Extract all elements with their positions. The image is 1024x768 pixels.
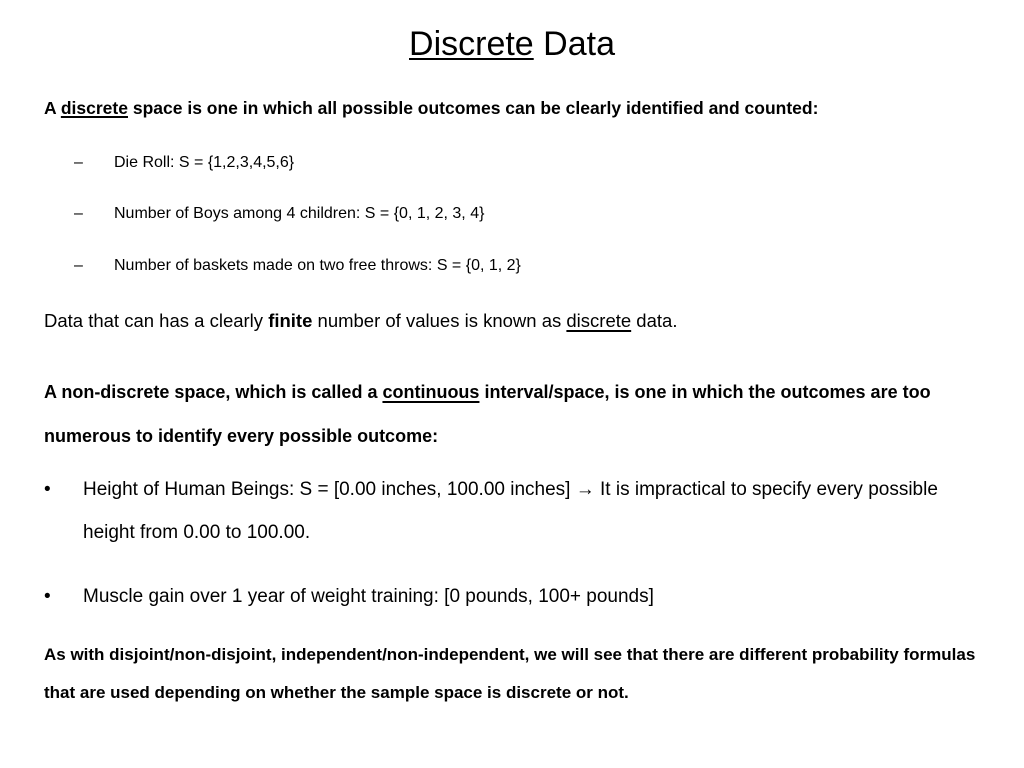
continuous-prefix: A non-discrete space, which is called a (44, 382, 383, 402)
intro-prefix: A (44, 98, 61, 118)
dash-marker: – (74, 257, 83, 274)
intro-suffix: space is one in which all possible outcomes can be clearly identified and counted: (127, 98, 819, 118)
example-item (74, 152, 294, 174)
right-arrow-icon: → (575, 479, 595, 500)
bullet-marker: • (44, 479, 51, 500)
intro-discrete-word: discrete (60, 98, 128, 118)
finite-part1: Data that can has a clearly (44, 310, 269, 331)
height-part1: Height of Human Beings: S = [0.00 inches, 100.00 inches] (83, 479, 576, 500)
finite-discrete-word: discrete (566, 310, 632, 331)
continuous-suffix: interval/space, is one in which the outcomes are too numerous to identify every possible outcome: (44, 382, 931, 446)
finite-part2: number of values is known as (312, 310, 567, 331)
bullet-muscle (44, 575, 984, 618)
example-item (74, 255, 521, 277)
continuous-word: continuous (382, 382, 480, 402)
example-text: Number of Boys among 4 children: S = {0, 1, 2, 3, 4} (114, 205, 485, 222)
example-text: Number of baskets made on two free throws: S = {0, 1, 2} (114, 257, 521, 274)
closing-paragraph: As with disjoint/non-disjoint, independent/non-independent, we will see that there are different probability formulas that are used depending on whether the sample space is discrete or not. (44, 645, 976, 702)
finite-part3: data. (631, 310, 678, 331)
dash-marker: – (74, 205, 83, 222)
title-rest: Data (533, 25, 615, 63)
example-text: Die Roll: S = {1,2,3,4,5,6} (114, 154, 295, 171)
bullet-muscle-text: Muscle gain over 1 year of weight training: [0 pounds, 100+ pounds] (83, 586, 654, 607)
finite-sentence (44, 308, 677, 334)
discrete-definition (44, 95, 818, 121)
dash-marker: – (74, 154, 83, 171)
example-item (74, 203, 484, 225)
height-part2: It is impractical to specify every possible height from 0.00 to 100.00. (83, 479, 938, 543)
title-underlined-word: Discrete (409, 25, 534, 63)
bullet-marker: • (44, 586, 51, 607)
continuous-definition (44, 370, 994, 458)
finite-bold-word: finite (268, 310, 313, 331)
slide-title (0, 22, 1024, 66)
bullet-height (44, 468, 984, 554)
bullet-height-text (83, 468, 984, 554)
